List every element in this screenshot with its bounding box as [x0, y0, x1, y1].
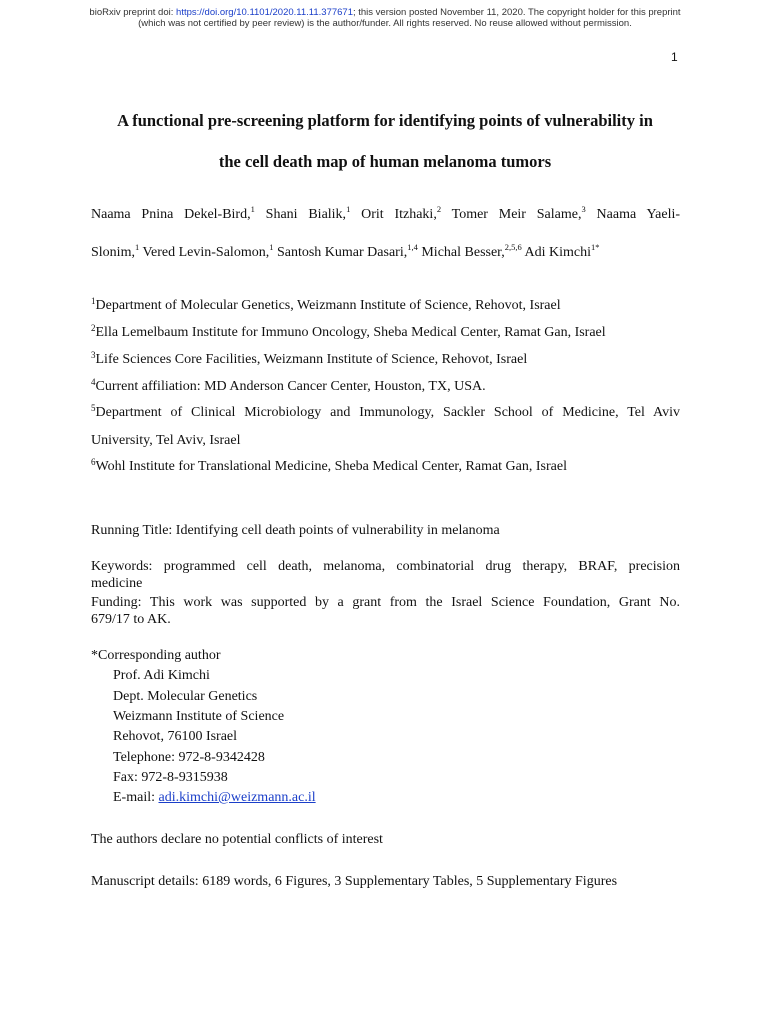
corresponding-telephone: Telephone: 972-8-9342428 — [113, 750, 265, 765]
corresponding-author-heading: *Corresponding author — [91, 648, 221, 663]
author-name: Tomer Meir Salame, — [451, 207, 582, 222]
keywords-line1: Keywords: programmed cell death, melanoma, combinatorial drug therapy, BRAF, precision — [91, 559, 680, 574]
affiliation-number: 4 — [91, 377, 96, 387]
funding-line1: Funding: This work was supported by a grant from the Israel Science Foundation, Grant No. — [91, 595, 680, 610]
author-affiliation-sup: 3 — [581, 204, 586, 214]
author-name: Naama Yaeli- — [596, 207, 681, 222]
affiliation-number: 2 — [91, 323, 96, 333]
author-affiliation-sup: 2,5,6 — [504, 242, 522, 252]
author-name: Vered Levin-Salomon, — [139, 245, 270, 260]
corresponding-dept: Dept. Molecular Genetics — [113, 689, 258, 704]
affiliation-number: 1 — [91, 296, 96, 306]
author-affiliation-sup: 1,4 — [407, 242, 418, 252]
authors-line1 — [91, 204, 681, 223]
affiliation-4 — [91, 379, 486, 395]
author-affiliation-sup: 1* — [591, 242, 600, 252]
affiliation-number: 6 — [91, 457, 96, 467]
author-name: Adi Kimchi — [521, 245, 592, 260]
authors-line2 — [91, 242, 600, 261]
author-affiliation-sup: 1 — [134, 242, 140, 252]
affiliation-6 — [91, 459, 567, 475]
preprint-header-line1 — [0, 7, 770, 18]
keywords-line2: medicine — [91, 576, 143, 591]
author-name: Slonim, — [91, 245, 135, 260]
affiliation-text: Wohl Institute for Translational Medicine, Sheba Medical Center, Ramat Gan, Israel — [95, 459, 567, 474]
running-title: Running Title: Identifying cell death points of vulnerability in melanoma — [91, 523, 500, 538]
title-line1: A functional pre-screening platform for identifying points of vulnerability in — [117, 111, 653, 130]
corresponding-email — [113, 790, 316, 806]
doi-link[interactable]: https://doi.org/10.1101/2020.11.11.377671 — [176, 7, 353, 18]
header-prefix: bioRxiv preprint doi: — [89, 7, 177, 18]
author-name: Orit Itzhaki, — [361, 207, 437, 222]
affiliation-5-continued: University, Tel Aviv, Israel — [91, 433, 241, 448]
affiliation-5 — [91, 405, 680, 421]
manuscript-details: Manuscript details: 6189 words, 6 Figures, 3 Supplementary Tables, 5 Supplementary Figures — [91, 874, 618, 889]
author-name: Naama Pnina Dekel-Bird, — [91, 207, 251, 222]
affiliation-2 — [91, 325, 606, 341]
email-label: E-mail: — [113, 790, 159, 805]
conflicts-statement: The authors declare no potential conflicts of interest — [91, 832, 383, 847]
affiliation-text: Department of Molecular Genetics, Weizmann Institute of Science, Rehovot, Israel — [95, 298, 561, 313]
funding-line2: 679/17 to AK. — [91, 612, 171, 627]
corresponding-fax: Fax: 972-8-9315938 — [113, 770, 228, 785]
corresponding-institute: Weizmann Institute of Science — [113, 709, 285, 724]
author-name: Michal Besser, — [417, 245, 505, 260]
header-suffix: ; this version posted November 11, 2020. The copyright holder for this preprint — [352, 7, 681, 18]
author-affiliation-sup: 1 — [269, 242, 274, 252]
author-name: Santosh Kumar Dasari, — [273, 245, 408, 260]
corresponding-name: Prof. Adi Kimchi — [113, 668, 210, 683]
affiliation-3 — [91, 352, 527, 368]
affiliation-number: 3 — [91, 350, 96, 360]
author-affiliation-sup: 2 — [436, 204, 442, 214]
affiliation-text: Life Sciences Core Facilities, Weizmann Institute of Science, Rehovot, Israel — [95, 352, 528, 367]
page-number: 1 — [671, 50, 678, 64]
affiliation-1 — [91, 298, 561, 314]
author-affiliation-sup: 1 — [346, 204, 351, 214]
email-link[interactable]: adi.kimchi@weizmann.ac.il — [158, 790, 316, 805]
affiliation-text: Current affiliation: MD Anderson Cancer Center, Houston, TX, USA. — [95, 379, 486, 394]
affiliation-number: 5 — [91, 403, 96, 413]
author-name: Shani Bialik, — [265, 207, 347, 222]
affiliation-text: Ella Lemelbaum Institute for Immuno Oncology, Sheba Medical Center, Ramat Gan, Israel — [95, 325, 606, 340]
author-affiliation-sup: 1 — [250, 204, 255, 214]
affiliation-text: Department of Clinical Microbiology and Immunology, Sackler School of Medicine, Tel Aviv — [95, 405, 680, 420]
title-line2: the cell death map of human melanoma tumors — [218, 152, 552, 171]
preprint-header-line2: (which was not certified by peer review) is the author/funder. All rights reserved. No reuse allowed without permission. — [138, 18, 632, 29]
corresponding-city: Rehovot, 76100 Israel — [113, 729, 238, 744]
